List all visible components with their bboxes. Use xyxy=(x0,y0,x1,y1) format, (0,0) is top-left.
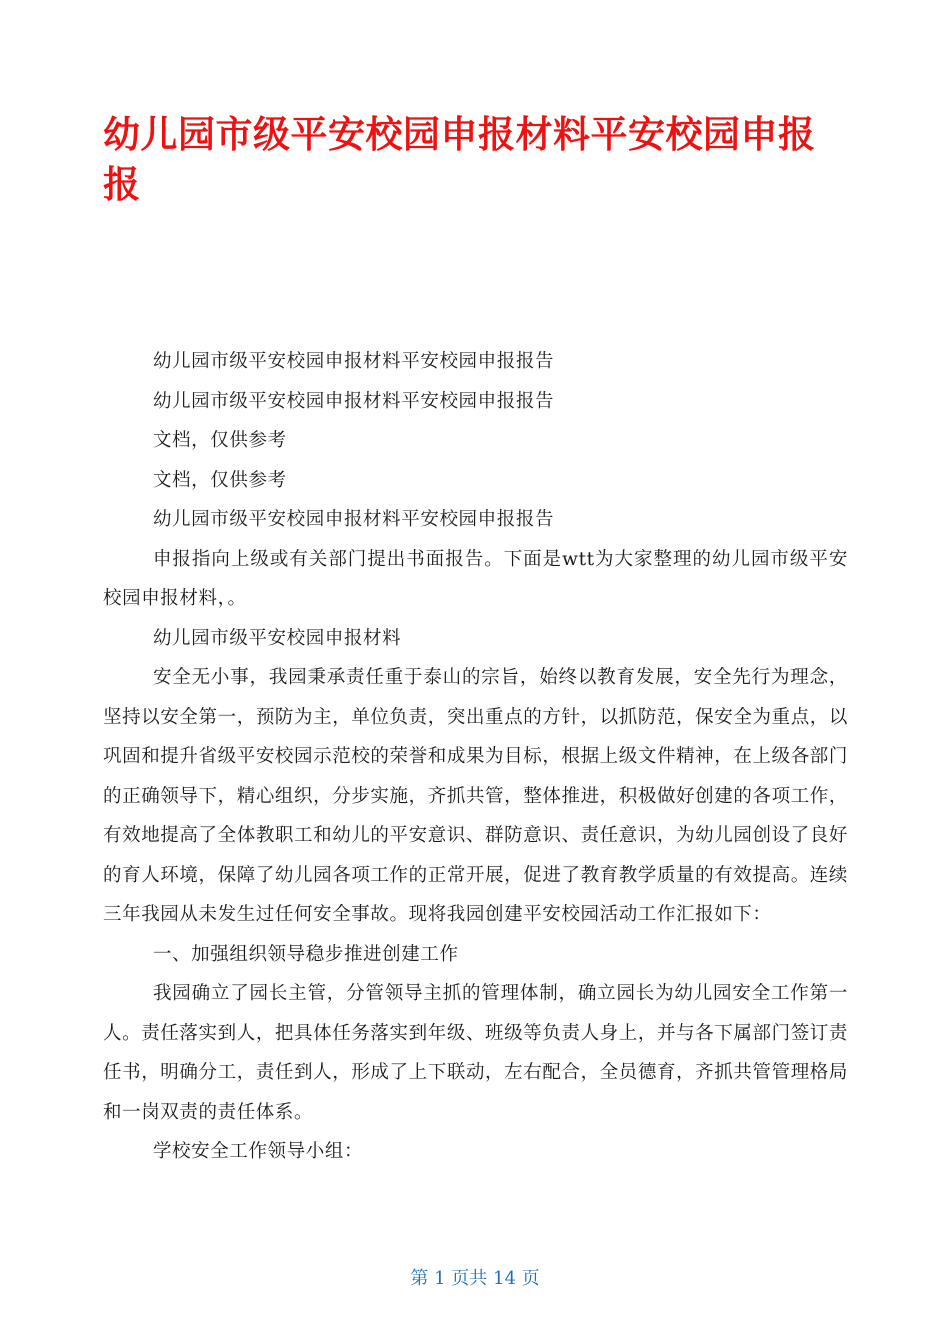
section-subtitle: 幼儿园市级平安校园申报材料 xyxy=(152,627,402,649)
paragraph: 我园确立了园长主管，分管领导主抓的管理体制，确立园长为幼儿园安全工作第一人。责任落实到人，把具体任务落实到年级、班级等负责人身上，并与各下属部门签订责任书，明确分工，责任到人，形成了上下联动，左右配合，全员德育，齐抓共管管理格局和一岗双责的责任体系。 xyxy=(103,983,848,1123)
document-title: 幼儿园市级平安校园申报材料平安校园申报报 xyxy=(103,113,816,206)
paragraph: 安全无小事，我园秉承责任重于泰山的宗旨，始终以教育发展，安全先行为理念，坚持以安全第一，预防为主，单位负责，突出重点的方针，以抓防范，保安全为重点，以巩固和提升省级平安校园示范校的荣誉和成果为目标，根据上级文件精神，在上级各部门的正确领导下，精心组织，分步实施，齐抓共管，整体推进，积极做好创建的各项工作，有效地提高了全体教职工和幼儿的平安意识、群防意识、责任意识，为幼儿园创设了良好的育人环境，保障了幼儿园各项工作的正常开展，促进了教育教学质量的有效提高。连续三年我园从未发生过任何安全事故。现将我园创建平安校园活动工作汇报如下： xyxy=(103,667,848,925)
paragraph: 文档，仅供参考 xyxy=(152,469,287,491)
paragraph: 申报指向上级或有关部门提出书面报告。下面是wtt为大家整理的幼儿园市级平安校园申报材料，。 xyxy=(103,548,848,609)
section-heading: 一、加强组织领导稳步推进创建工作 xyxy=(152,943,459,965)
paragraph: 学校安全工作领导小组： xyxy=(152,1141,364,1162)
paragraph: 幼儿园市级平安校园申报材料平安校园申报报告 xyxy=(152,509,555,530)
paragraph: 幼儿园市级平安校园申报材料平安校园申报报告 xyxy=(152,351,555,372)
paragraph: 幼儿园市级平安校园申报材料平安校园申报报告 xyxy=(152,390,555,412)
paragraph: 文档，仅供参考 xyxy=(152,430,287,451)
document-body xyxy=(103,342,848,1172)
page-number: 第 1 页共 14 页 xyxy=(410,1268,540,1289)
